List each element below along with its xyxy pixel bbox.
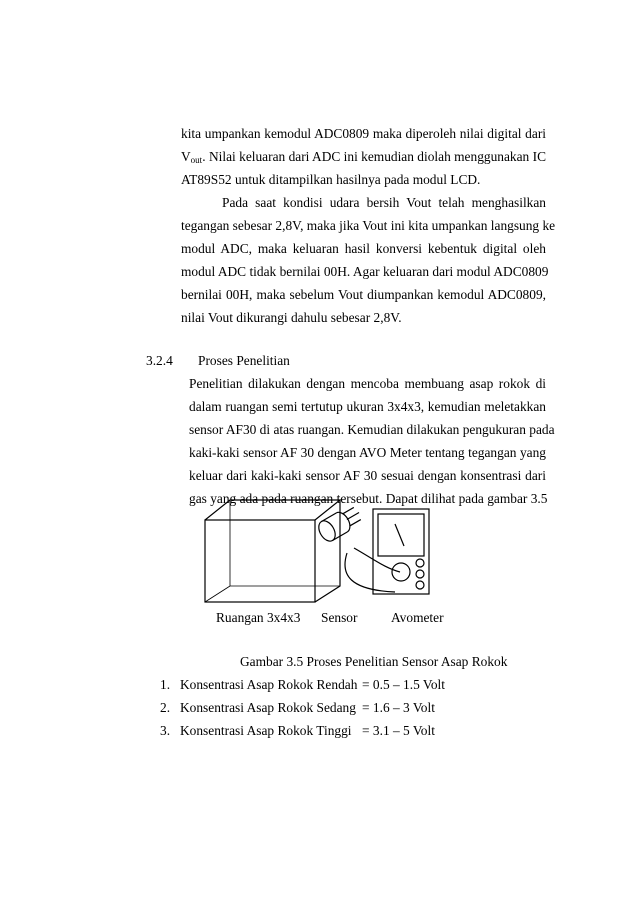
para1-line-3: AT89S52 untuk ditampilkan hasilnya pada modul LCD. [181, 172, 481, 187]
list-item-1-value: = 0.5 – 1.5 Volt [362, 677, 445, 692]
sensor-pin-3 [350, 520, 361, 527]
para3-line-3: sensor AF30 di atas ruangan. Kemudian dilakukan pengukuran pada [189, 422, 555, 437]
para2-line-2: tegangan sebesar 2,8V, maka jika Vout ini kita umpankan langsung ke [181, 218, 556, 233]
vout-subscript: out [190, 155, 203, 165]
vout-period: . [202, 149, 206, 164]
meter-dial [392, 563, 410, 581]
sensor-body-top [322, 513, 337, 522]
para2-line-6: nilai Vout dikurangi dahulu sebesar 2,8V. [181, 310, 402, 325]
avometer-icon [373, 509, 429, 594]
list-item-2-value: = 1.6 – 3 Volt [362, 700, 435, 715]
para3-line-2: dalam ruangan semi tertutup ukuran 3x4x3, kemudian meletakkan [189, 399, 546, 414]
para1-line-1: kita umpankan kemodul ADC0809 maka diperoleh nilai digital dari [181, 126, 546, 141]
list-item-3-label: Konsentrasi Asap Rokok Tinggi [180, 723, 352, 738]
para2-line-3: modul ADC, maka keluaran hasil konversi kebentuk digital oleh [181, 241, 546, 256]
label-avometer: Avometer [391, 610, 444, 625]
label-room: Ruangan 3x4x3 [216, 610, 301, 625]
meter-socket-3 [416, 581, 424, 589]
list-item-3-number: 3. [160, 723, 171, 738]
room-top-face [205, 500, 340, 520]
para3-line-1: Penelitian dilakukan dengan mencoba membuang asap rokok di [189, 376, 546, 391]
para1-line-2: Nilai keluaran dari ADC ini kemudian diolah menggunakan IC [209, 149, 546, 164]
list-item-2-number: 2. [160, 700, 171, 715]
list-item-1-number: 1. [160, 677, 171, 692]
sensor-cap [315, 518, 338, 544]
meter-socket-1 [416, 559, 424, 567]
section-title: Proses Penelitian [198, 353, 290, 368]
room-side-face [315, 500, 340, 602]
vout-main: V [181, 149, 191, 164]
list-item-3-value: = 3.1 – 5 Volt [362, 723, 435, 738]
meter-display [378, 514, 424, 556]
list-item-1-label: Konsentrasi Asap Rokok Rendah [180, 677, 358, 692]
meter-needle [395, 524, 404, 546]
para2-line-4: modul ADC tidak bernilai 00H. Agar keluaran dari modul ADC0809 [181, 264, 549, 279]
room-hidden-corner [205, 586, 230, 602]
list-item-2-label: Konsentrasi Asap Rokok Sedang [180, 700, 356, 715]
para2-line-5: bernilai 00H, maka sebelum Vout diumpankan kemodul ADC0809, [181, 287, 546, 302]
meter-socket-2 [416, 570, 424, 578]
sensor-pin-2 [347, 513, 359, 520]
room-front-face [205, 520, 315, 602]
label-sensor: Sensor [321, 610, 358, 625]
room-box [205, 500, 340, 602]
wire-lower [345, 553, 395, 592]
figure-caption: Gambar 3.5 Proses Penelitian Sensor Asap Rokok [240, 654, 508, 669]
section-number: 3.2.4 [146, 353, 173, 368]
para3-line-6: gas yang ada pada ruangan tersebut. Dapat dilihat pada gambar 3.5 [189, 491, 548, 506]
sensor-pin-1 [343, 507, 354, 513]
para2-line-1: Pada saat kondisi udara bersih Vout telah menghasilkan [222, 195, 546, 210]
para3-line-4: kaki-kaki sensor AF 30 dengan AVO Meter tentang tegangan yang [189, 445, 546, 460]
para3-line-5: keluar dari kaki-kaki sensor AF 30 sesuai dengan konsentrasi dari [189, 468, 546, 483]
